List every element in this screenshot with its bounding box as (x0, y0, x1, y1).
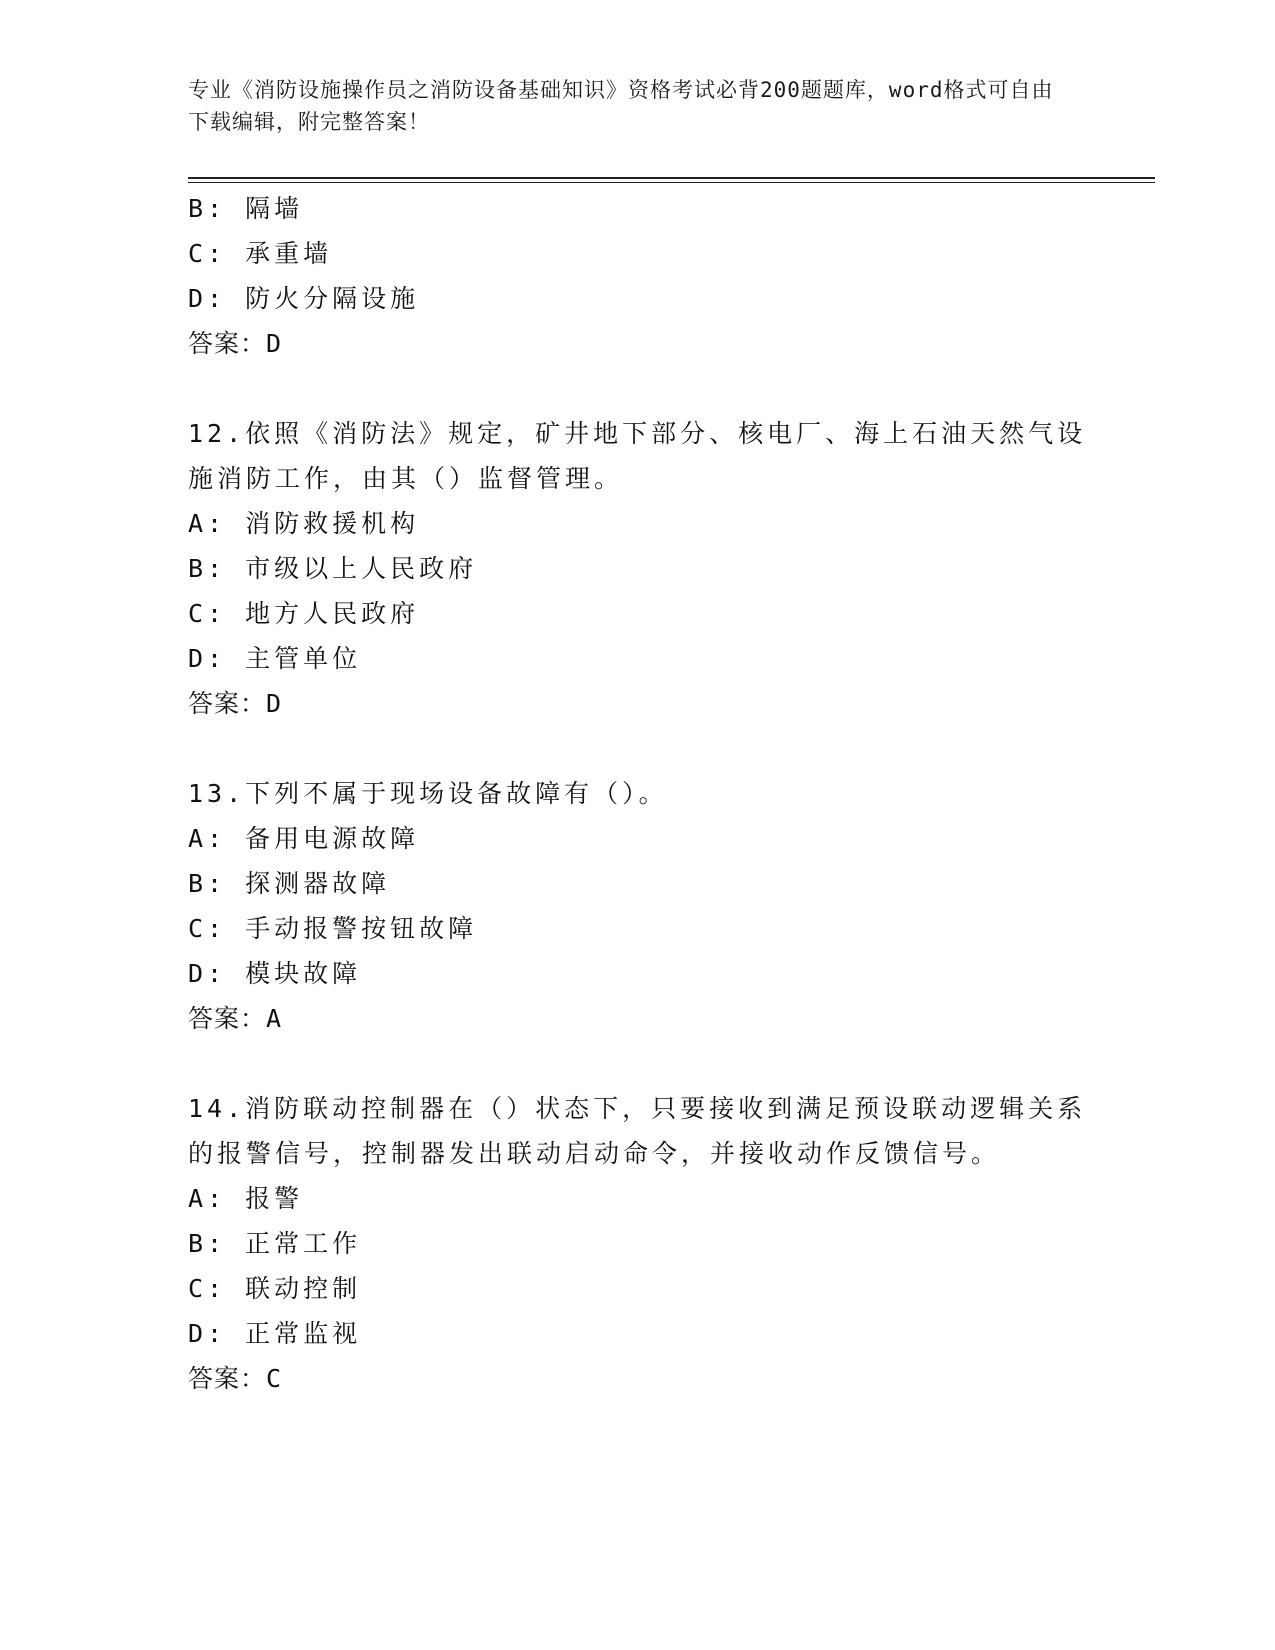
q13-option-c: C: 手动报警按钮故障 (188, 914, 478, 943)
answer-value: C (266, 1364, 283, 1393)
header-rule-thin (188, 182, 1155, 183)
q12-answer (188, 687, 282, 721)
q14-option-c: C: 联动控制 (188, 1274, 362, 1303)
q11-option-b: B: 隔墙 (188, 194, 304, 223)
q12-stem-line-1: 12.依照《消防法》规定，矿井地下部分、核电厂、海上石油天然气设 (188, 419, 1087, 448)
answer-label: 答案： (188, 1004, 267, 1033)
q14-option-b: B: 正常工作 (188, 1229, 362, 1258)
q12-option-a: A: 消防救援机构 (188, 509, 420, 538)
q14-stem-line-1: 14.消防联动控制器在（）状态下，只要接收到满足预设联动逻辑关系 (188, 1094, 1087, 1123)
answer-label: 答案： (188, 1364, 267, 1393)
answer-value: D (266, 689, 283, 718)
q13-answer (188, 1002, 282, 1036)
answer-label: 答案： (188, 689, 267, 718)
q11-option-c: C: 承重墙 (188, 239, 333, 268)
q12-option-b: B: 市级以上人民政府 (188, 554, 478, 583)
answer-label: 答案： (188, 329, 267, 358)
q13-option-d: D: 模块故障 (188, 959, 362, 988)
header-rule-thick (188, 177, 1155, 179)
q12-option-d: D: 主管单位 (188, 644, 362, 673)
q11-option-d: D: 防火分隔设施 (188, 284, 420, 313)
q14-option-d: D: 正常监视 (188, 1319, 362, 1348)
q14-option-a: A: 报警 (188, 1184, 304, 1213)
q13-option-b: B: 探测器故障 (188, 869, 391, 898)
answer-value: D (266, 329, 283, 358)
q12-stem-line-2: 施消防工作，由其（）监督管理。 (188, 464, 624, 493)
answer-value: A (266, 1004, 283, 1033)
q14-answer (188, 1362, 282, 1396)
q11-answer (188, 327, 282, 361)
document-header: 专业《消防设施操作员之消防设备基础知识》资格考试必背200题题库，word格式可自由下载编辑，附完整答案！ (188, 78, 1054, 134)
q13-option-a: A: 备用电源故障 (188, 824, 420, 853)
q14-stem-line-2: 的报警信号，控制器发出联动启动命令，并接收动作反馈信号。 (188, 1139, 1001, 1168)
q13-stem-line-1: 13.下列不属于现场设备故障有（）。 (188, 779, 668, 808)
q12-option-c: C: 地方人民政府 (188, 599, 420, 628)
